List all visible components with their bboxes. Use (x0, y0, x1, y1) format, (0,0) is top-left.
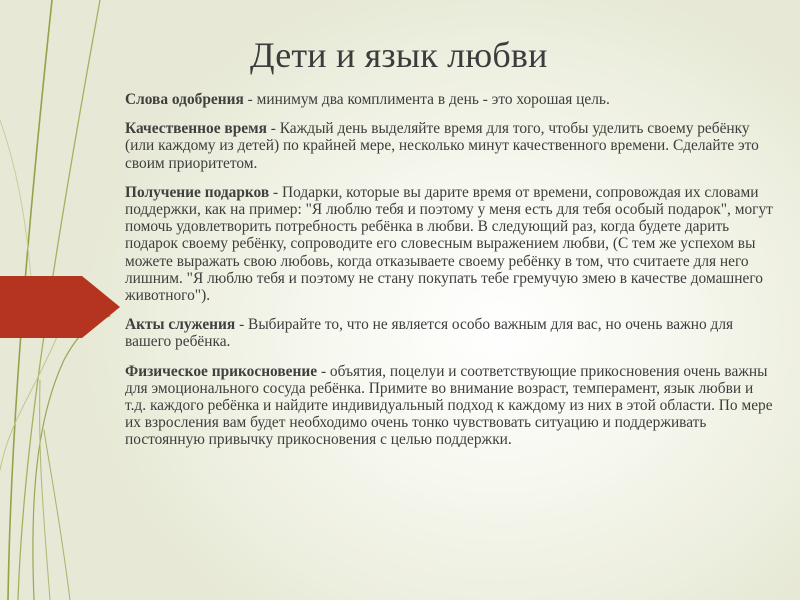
term-receiving-gifts: Получение подарков (125, 183, 270, 201)
paragraph-acts-of-service (125, 316, 775, 350)
text-quality-time: - Каждый день выделяйте время для того, чтобы уделить своему ребёнку (или каждому из детей) по крайней мере, несколько минут качественного времени. Сделайте это своим приоритетом. (125, 120, 759, 172)
paragraph-quality-time (125, 120, 775, 172)
text-receiving-gifts: - Подарки, которые вы дарите время от времени, сопровождая их словами поддержки, как на пример: "Я люблю тебя и поэтому у меня есть для тебя особый подарок", могут помочь удовлетворить потребность ребёнка в любви. В следующий раз, когда будете дарить подарок своему ребёнку, сопроводите его словесным выражением любви, (С тем же успехом вы можете выражать свою любовь, когда отказываете своему ребёнку в том, что считаете для него лишним. "Я люблю тебя и поэтому не стану покупать тебе гремучую змею в качестве домашнего животного"). (125, 183, 773, 305)
grass-stem (40, 380, 50, 600)
slide-title: Дети и язык любви (250, 35, 548, 75)
paragraph-words-of-affirmation (125, 91, 775, 108)
paragraph-physical-touch (125, 363, 775, 449)
term-acts-of-service: Акты служения (125, 316, 236, 334)
text-words-of-affirmation: - минимум два комплимента в день - это хорошая цель. (247, 91, 610, 108)
term-words-of-affirmation: Слова одобрения (125, 91, 244, 108)
slide-body (125, 91, 775, 449)
grass-stem (33, 316, 110, 600)
paragraph-receiving-gifts (125, 184, 775, 304)
term-quality-time: Качественное время (125, 120, 267, 138)
red-arrow-shape (0, 276, 120, 338)
text-acts-of-service: - Выбирайте то, что не является особо важным для вас, но очень важно для вашего ребёнка. (125, 316, 734, 351)
term-physical-touch: Физическое прикосновение (125, 362, 318, 380)
text-physical-touch: - объятия, поцелуи и соответствующие прикосновения очень важны для эмоционального сосуда ребёнка. Примите во внимание возраст, темперамент, язык любви и т.д. каждого ребёнка и найдите индивидуальный подход к каждому из них в этой области. По мере их взросления вам будет необходимо очень тонко чувствовать ситуацию и поддерживать постоянную привычку прикосновения с целью поддержки. (125, 362, 773, 449)
